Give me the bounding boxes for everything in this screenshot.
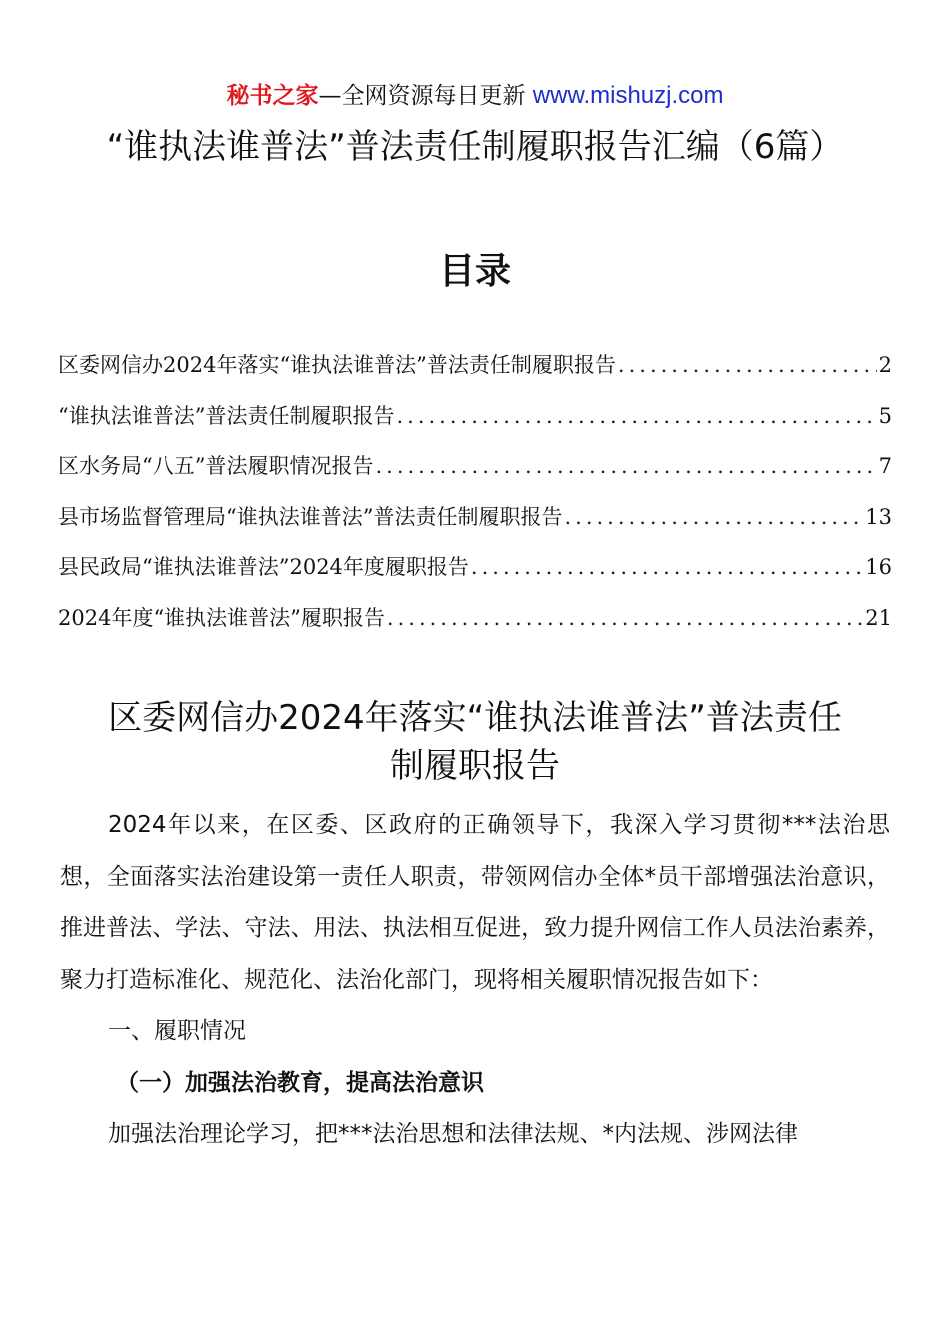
toc-entry[interactable] bbox=[58, 502, 892, 553]
level2-heading: （一）加强法治教育，提高法治意识 bbox=[116, 1069, 484, 1096]
toc-entry-page: 2 bbox=[878, 353, 892, 377]
toc-entry-title: 区水务局“八五”普法履职情况报告 bbox=[58, 454, 374, 478]
table-of-contents bbox=[58, 350, 892, 653]
toc-leader-dots bbox=[396, 401, 876, 431]
section-title-line: 区委网信办2024年落实“谁执法谁普法”普法责任 bbox=[108, 698, 842, 738]
toc-entry[interactable] bbox=[58, 552, 892, 603]
toc-entry-title: 区委网信办2024年落实“谁执法谁普法”普法责任制履职报告 bbox=[58, 353, 616, 377]
toc-entry-page: 16 bbox=[865, 555, 892, 579]
toc-entry-page: 7 bbox=[878, 454, 892, 478]
toc-leader-dots bbox=[387, 603, 863, 633]
toc-entry-title: 县民政局“谁执法谁普法”2024年度履职报告 bbox=[58, 555, 469, 579]
section-body bbox=[60, 800, 890, 1161]
toc-entry-title: 县市场监督管理局“谁执法谁普法”普法责任制履职报告 bbox=[58, 504, 563, 529]
toc-leader-dots bbox=[618, 350, 877, 380]
website-link[interactable]: www.mishuzj.com bbox=[532, 82, 724, 109]
toc-entry[interactable] bbox=[58, 603, 892, 654]
level1-heading: 一、履职情况 bbox=[108, 1018, 246, 1044]
toc-heading: 目录 bbox=[438, 251, 511, 292]
toc-leader-dots bbox=[471, 552, 863, 582]
section-title bbox=[0, 694, 950, 790]
banner-slogan: —全网资源每日更新 bbox=[318, 83, 533, 109]
toc-entry-title: 2024年度“谁执法谁普法”履职报告 bbox=[58, 605, 385, 630]
toc-leader-dots bbox=[375, 451, 876, 481]
toc-entry-title: “谁执法谁普法”普法责任制履职报告 bbox=[58, 403, 395, 428]
intro-paragraph: 2024年以来，在区委、区政府的正确领导下，我深入学习贯彻***法治思想，全面落实法治建设第一责任人职责，带领网信办全体*员干部增强法治意识，推进普法、学法、守法、用法、执法相互促进，致力提升网信工作人员法治素养，聚力打造标准化、规范化、法治化部门，现将相关履职情况报告如下： bbox=[60, 812, 890, 993]
body-paragraph: 加强法治理论学习，把***法治思想和法律法规、*内法规、涉网法律 bbox=[108, 1121, 798, 1147]
toc-entry-page: 13 bbox=[865, 504, 892, 529]
document-title: “谁执法谁普法”普法责任制履职报告汇编（6篇） bbox=[106, 127, 844, 167]
toc-entry[interactable] bbox=[58, 401, 892, 452]
site-banner bbox=[0, 80, 950, 112]
toc-entry[interactable] bbox=[58, 451, 892, 502]
toc-leader-dots bbox=[564, 502, 863, 532]
section-title-line: 制履职报告 bbox=[390, 746, 560, 786]
toc-entry-page: 5 bbox=[878, 403, 892, 428]
toc-entry-page: 21 bbox=[865, 605, 892, 630]
brand-name: 秘书之家 bbox=[226, 83, 319, 109]
toc-entry[interactable] bbox=[58, 350, 892, 401]
